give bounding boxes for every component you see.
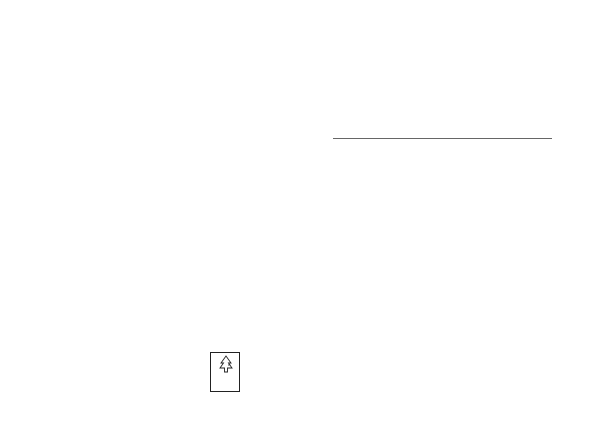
fsc-tree-icon (211, 353, 241, 375)
toc-divider (333, 138, 552, 139)
fsc-label (210, 352, 240, 392)
